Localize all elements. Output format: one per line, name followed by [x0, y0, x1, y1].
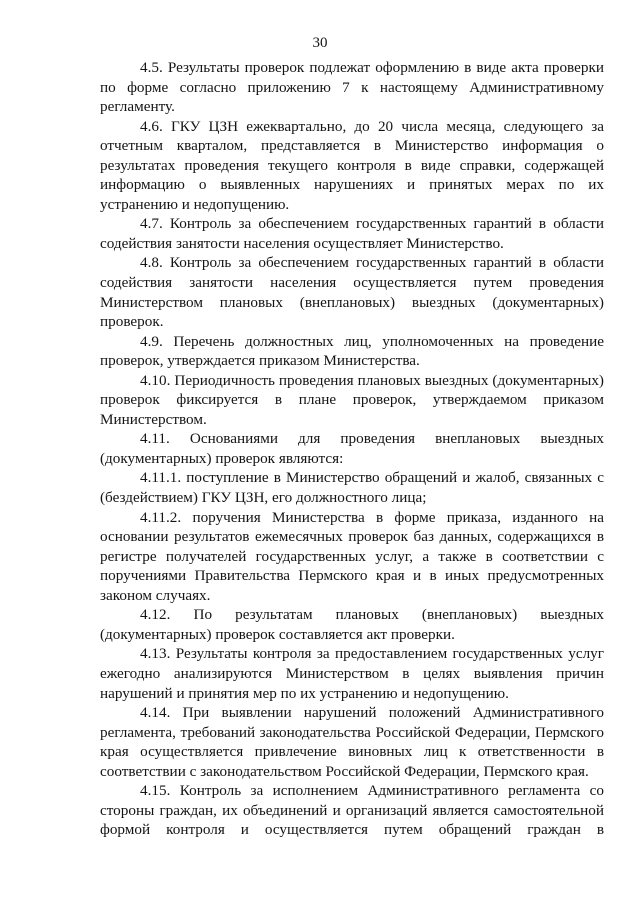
paragraph-4-15: 4.15. Контроль за исполнением Административного регламента со стороны граждан, их объединений и организаций является самостоятельной формой контроля и осуществляется путем обращений граждан в: [100, 782, 604, 839]
paragraph-4-5: 4.5. Результаты проверок подлежат оформлению в виде акта проверки по форме согласно приложению 7 к настоящему Административному регламенту.: [100, 59, 604, 116]
paragraph-4-6: 4.6. ГКУ ЦЗН ежеквартально, до 20 числа месяца, следующего за отчетным кварталом, представляется в Министерство информация о результатах проведения текущего контроля в виде справки, содержащей информацию о выявленных нарушениях и принятых мерах по их устранению и недопущению.: [100, 117, 604, 213]
paragraph-4-13: 4.13. Результаты контроля за предоставлением государственных услуг ежегодно анализируются Министерством в целях выявления причин нарушений и принятия мер по их устранению и недопущению.: [100, 645, 604, 702]
paragraph-4-8: 4.8. Контроль за обеспечением государственных гарантий в области содействия занятости населения осуществляется путем проведения Министерством плановых (внеплановых) выездных (документарных) проверок.: [100, 254, 604, 331]
paragraph-4-11-1: 4.11.1. поступление в Министерство обращений и жалоб, связанных с (бездействием) ГКУ ЦЗН, его должностного лица;: [100, 469, 604, 507]
paragraph-4-14: 4.14. При выявлении нарушений положений Административного регламента, требований законодательства Российской Федерации, Пермского края осуществляется привлечение виновных лиц к ответственности в соответствии с законодательством Российской Федерации, Пермского края.: [100, 704, 604, 780]
paragraph-4-11-2: 4.11.2. поручения Министерства в форме приказа, изданного на основании результатов ежемесячных проверок баз данных, содержащихся в регистре получателей государственных услуг, а также в соответствии с поручениями Правительства Пермского края и в иных предусмотренных законом случаях.: [100, 508, 604, 604]
paragraph-4-10: 4.10. Периодичность проведения плановых выездных (документарных) проверок фиксируется в плане проверок, утверждаемом приказом Министерством.: [100, 371, 604, 428]
paragraph-4-12: 4.12. По результатам плановых (внеплановых) выездных (документарных) проверок составляется акт проверки.: [100, 606, 604, 643]
document-body: [100, 58, 604, 840]
paragraph-4-11: 4.11. Основаниями для проведения внеплановых выездных (документарных) проверок являются:: [100, 430, 604, 467]
page-number: 30: [312, 35, 328, 51]
paragraph-4-9: 4.9. Перечень должностных лиц, уполномоченных на проведение проверок, утверждается приказом Министерства.: [100, 332, 604, 370]
paragraph-4-7: 4.7. Контроль за обеспечением государственных гарантий в области содействия занятости населения осуществляет Министерство.: [100, 215, 604, 252]
